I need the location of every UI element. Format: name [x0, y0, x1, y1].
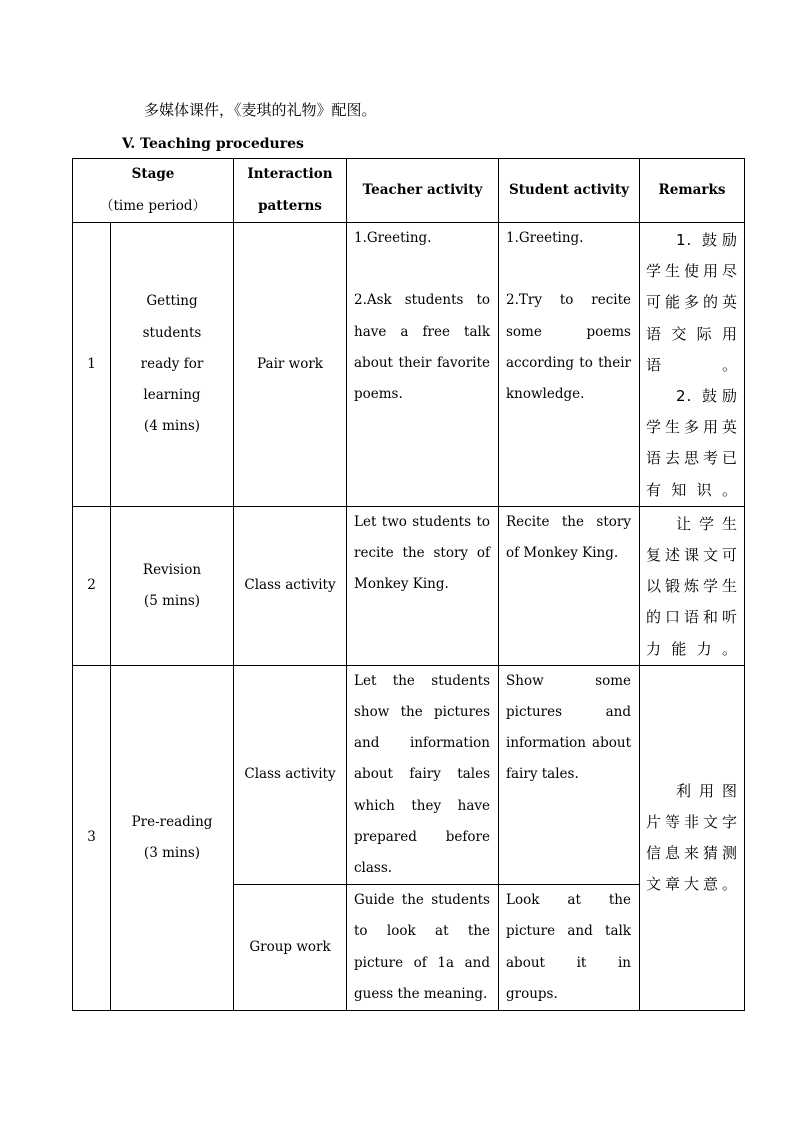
- interaction-cell: Pair work: [234, 223, 347, 507]
- stage-cell: Revision (5 mins): [111, 506, 234, 665]
- header-remarks: Remarks: [640, 159, 745, 223]
- table-row: [73, 223, 745, 507]
- header-teacher-activity: Teacher activity: [347, 159, 499, 223]
- teaching-procedures-table: [72, 158, 745, 1011]
- intro-text: 多媒体课件，《麦琪的礼物》配图。: [144, 101, 377, 119]
- row-number: 3: [73, 665, 111, 1010]
- stage-cell: Getting students ready for learning (4 mins): [111, 223, 234, 507]
- student-activity-cell: Show some pictures and information about fairy tales.: [499, 665, 640, 884]
- remarks-cell: 利用图片等非文字信息来猜测文章大意。: [640, 665, 745, 1010]
- header-interaction: Interaction patterns: [234, 159, 347, 223]
- remarks-cell: 1. 鼓励学生使用尽可能多的英语交际用语。 2. 鼓励学生多用英语去思考已有知识。: [640, 223, 745, 507]
- table-row: [73, 506, 745, 665]
- teacher-activity-cell: Let the students show the pictures and information about fairy tales which they have prepared before class.: [347, 665, 499, 884]
- teacher-activity-cell: Let two students to recite the story of Monkey King.: [347, 506, 499, 665]
- section-heading: V. Teaching procedures: [122, 136, 304, 152]
- header-student-activity: Student activity: [499, 159, 640, 223]
- row-number: 2: [73, 506, 111, 665]
- header-stage: Stage （time period）: [73, 159, 234, 223]
- student-activity-cell: 1.Greeting. 2.Try to recite some poems according to their knowledge.: [499, 223, 640, 507]
- interaction-cell: Class activity: [234, 506, 347, 665]
- row-number: 1: [73, 223, 111, 507]
- table-header-row: [73, 159, 745, 223]
- remarks-cell: 让学生复述课文可以锻炼学生的口语和听力能力。: [640, 506, 745, 665]
- table-row: [73, 665, 745, 884]
- stage-cell: Pre-reading (3 mins): [111, 665, 234, 1010]
- interaction-cell: Class activity: [234, 665, 347, 884]
- student-activity-cell: Recite the story of Monkey King.: [499, 506, 640, 665]
- teacher-activity-cell: Guide the students to look at the picture of 1a and guess the meaning.: [347, 885, 499, 1011]
- student-activity-cell: Look at the picture and talk about it in groups.: [499, 885, 640, 1011]
- interaction-cell: Group work: [234, 885, 347, 1011]
- teacher-activity-cell: 1.Greeting. 2.Ask students to have a free talk about their favorite poems.: [347, 223, 499, 507]
